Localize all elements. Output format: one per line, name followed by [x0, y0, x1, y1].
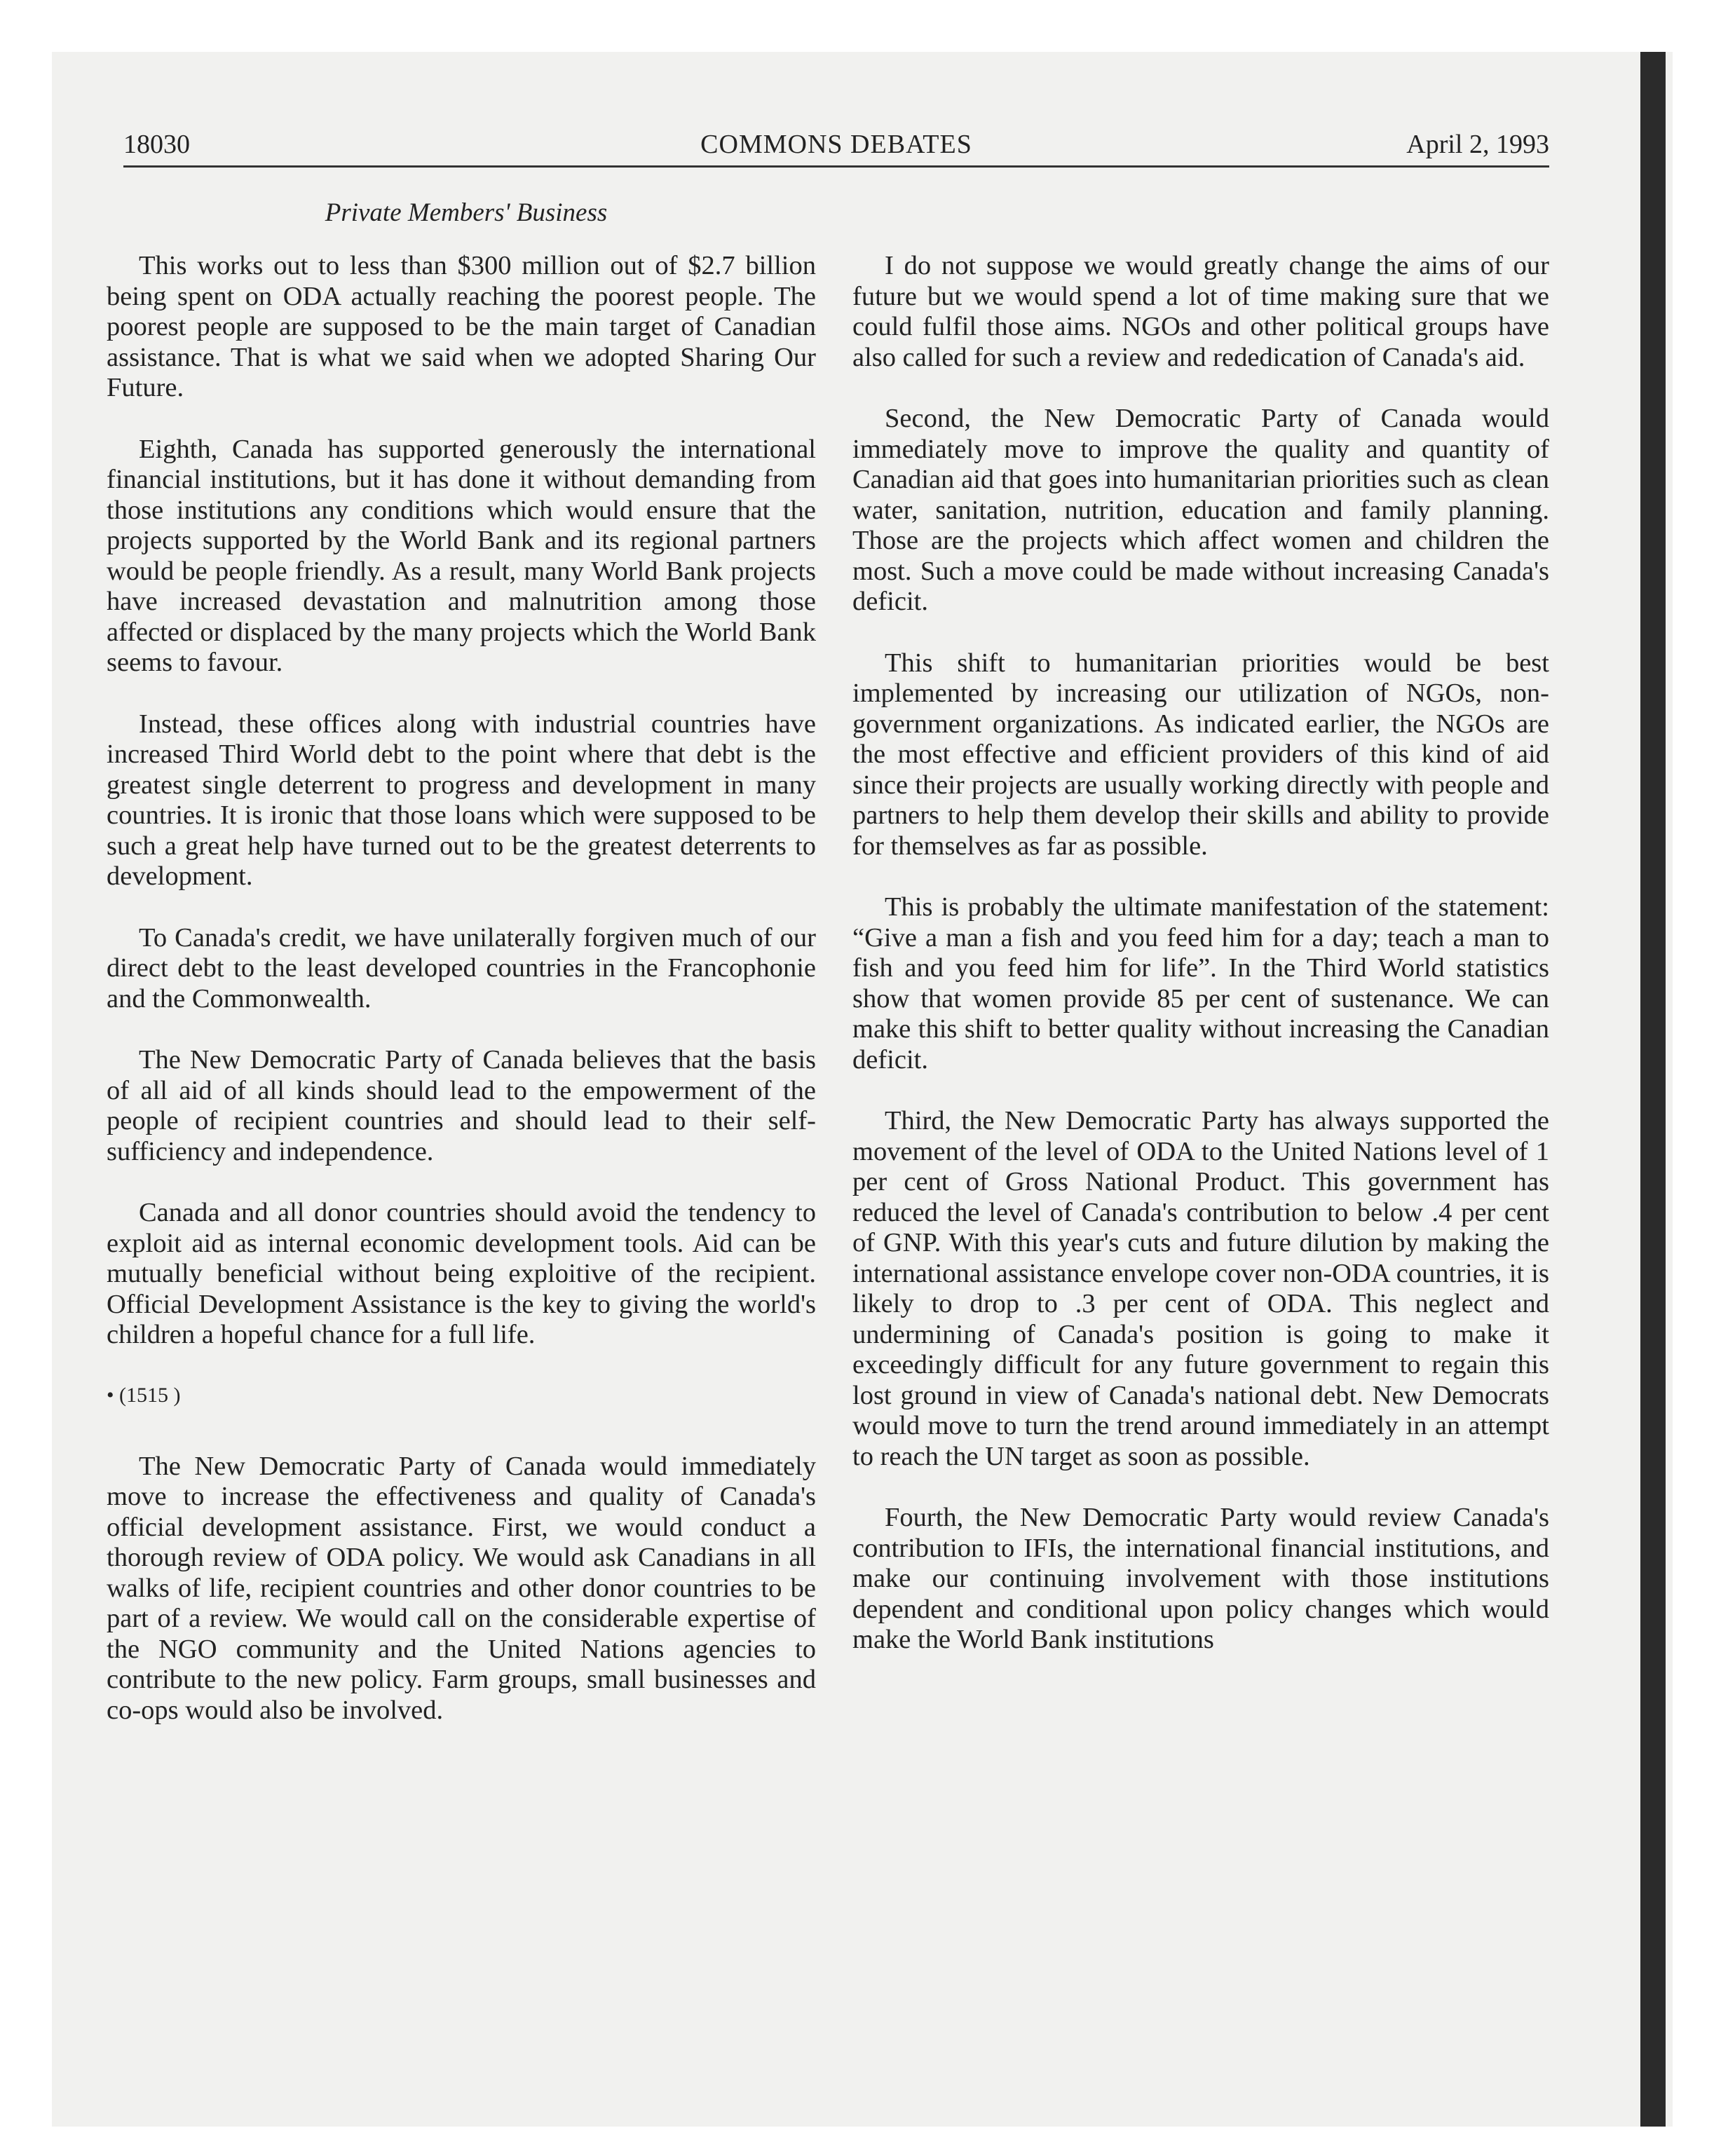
- left-column: [107, 251, 816, 1756]
- paragraph: This is probably the ultimate manifestation of the statement: “Give a man a fish and you feed him for a day; teach a man to fish and you feed him for life”. In the Third World statistics show that women provide 85 per cent of sustenance. We can make this shift to better quality without increasing the Canadian deficit.: [852, 892, 1549, 1074]
- paragraph: This works out to less than $300 million out of $2.7 billion being spent on ODA actually reaching the poorest people. The poorest people are supposed to be the main target of Canadian assistance. That is what we said when we adopted Sharing Our Future.: [107, 251, 816, 402]
- paragraph: Fourth, the New Democratic Party would review Canada's contribution to IFIs, the international financial institutions, and make our continuing involvement with those institutions dependent and conditional upon policy changes which would make the World Bank institutions: [852, 1503, 1549, 1654]
- section-heading: Private Members' Business: [325, 198, 608, 227]
- page-header: [123, 125, 1549, 168]
- binding-edge: [1640, 52, 1666, 2127]
- paragraph: Second, the New Democratic Party of Canada would immediately move to improve the quality and quantity of Canadian aid that goes into humanitarian priorities such as clean water, sanitation, nutrition, education and family planning. Those are the projects which affect women and children the most. Such a move could be made without increasing Canada's deficit.: [852, 404, 1549, 616]
- right-column: [852, 251, 1549, 1686]
- paragraph: To Canada's credit, we have unilaterally forgiven much of our direct debt to the least developed countries in the Francophonie and the Commonwealth.: [107, 922, 816, 1014]
- paragraph: The New Democratic Party of Canada believes that the basis of all aid of all kinds should lead to the empowerment of the people of recipient countries and should lead to their self-sufficiency and independence.: [107, 1045, 816, 1166]
- paragraph: The New Democratic Party of Canada would immediately move to increase the effectiveness and quality of Canada's official development assistance. First, we would conduct a thorough review of ODA policy. We would ask Canadians in all walks of life, recipient countries and other donor countries to be part of a review. We would call on the considerable expertise of the NGO community and the United Nations agencies to contribute to the new policy. Farm groups, small businesses and co-ops would also be involved.: [107, 1451, 816, 1725]
- paragraph: Third, the New Democratic Party has always supported the movement of the level of ODA to the United Nations level of 1 per cent of Gross National Product. This government has reduced the level of Canada's contribution to below .4 per cent of GNP. With this year's cuts and future dilution by making the international assistance envelope cover non-ODA countries, it is likely to drop to .3 per cent of ODA. This neglect and undermining of Canada's position is going to make it exceedingly difficult for any future government to regain this lost ground in view of Canada's national debt. New Democrats would move to turn the trend around immediately in an attempt to reach the UN target as soon as possible.: [852, 1106, 1549, 1471]
- paragraph: Canada and all donor countries should avoid the tendency to exploit aid as internal economic development tools. Aid can be mutually beneficial without being exploitive of the recipient. Official Development Assistance is the key to giving the world's children a hopeful chance for a full life.: [107, 1198, 816, 1349]
- paragraph: Instead, these offices along with industrial countries have increased Third World debt to the point where that debt is the greatest single deterrent to progress and development in many countries. It is ironic that those loans which were supposed to be such a great help have turned out to be the greatest deterrents to development.: [107, 709, 816, 891]
- page-number: 18030: [123, 130, 190, 159]
- publication-title: COMMONS DEBATES: [700, 130, 972, 159]
- paragraph: This shift to humanitarian priorities would be best implemented by increasing our utilization of NGOs, non-government organizations. As indicated earlier, the NGOs are the most effective and efficient providers of this kind of aid since their projects are usually working directly with people and partners to help them develop their skills and ability to provide for themselves as far as possible.: [852, 648, 1549, 861]
- paragraph: I do not suppose we would greatly change the aims of our future but we would spend a lot of time making sure that we could fulfil those aims. NGOs and other political groups have also called for such a review and rededication of Canada's aid.: [852, 251, 1549, 372]
- time-marker: • (1515 ): [107, 1383, 181, 1407]
- publication-date: April 2, 1993: [1406, 130, 1549, 159]
- paragraph: Eighth, Canada has supported generously the international financial institutions, but it has done it without demanding from those institutions any conditions which would ensure that the projects supported by the World Bank and its regional partners would be people friendly. As a result, many World Bank projects have increased devastation and malnutrition among those affected or displaced by the many projects which the World Bank seems to favour.: [107, 434, 816, 677]
